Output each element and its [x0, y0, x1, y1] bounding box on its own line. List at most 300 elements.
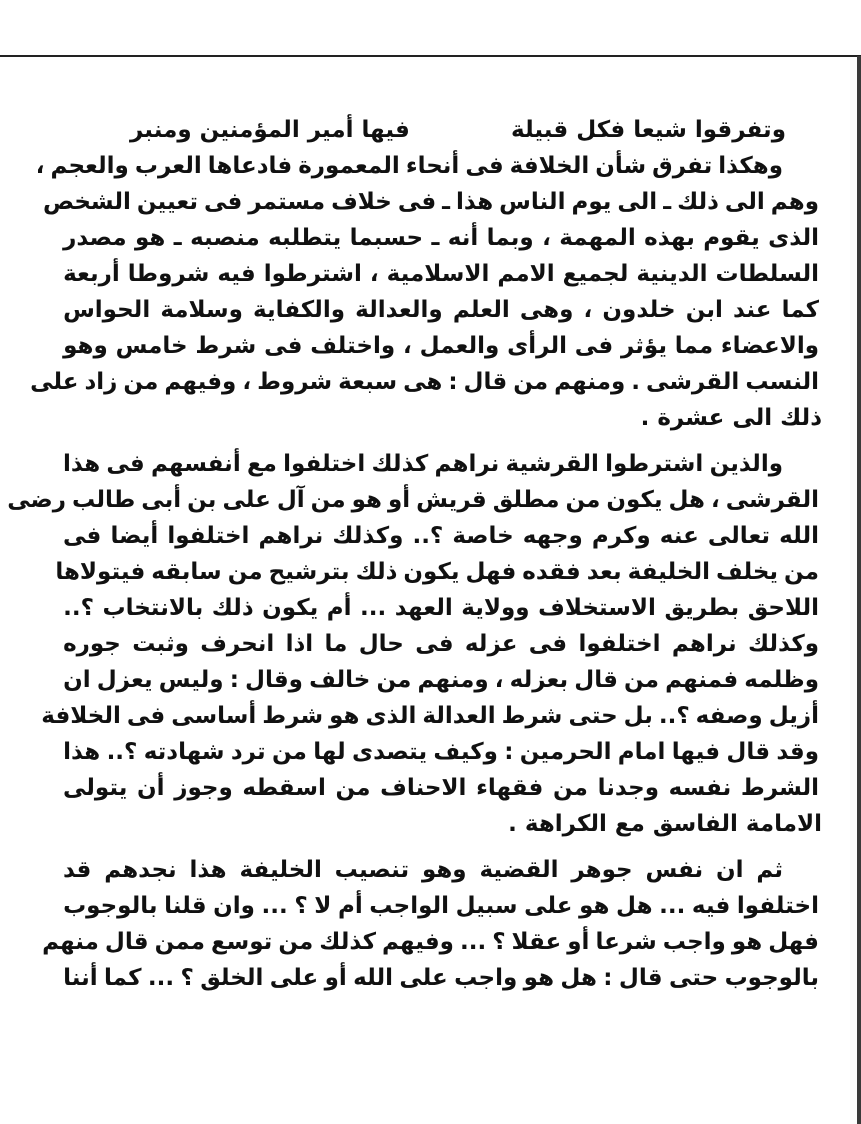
word: ، — [542, 225, 551, 251]
word: وصفه — [695, 703, 763, 729]
word: وجوز — [174, 775, 233, 801]
word: ، — [242, 369, 252, 395]
word: السلطات — [715, 261, 819, 287]
text-line — [60, 400, 822, 436]
word: بعزله — [509, 667, 569, 693]
word: طالب — [72, 487, 136, 513]
word: الى — [617, 189, 658, 215]
word: الله — [779, 523, 819, 549]
word: يكون — [262, 595, 319, 621]
word: هذا — [456, 189, 494, 215]
word: وكيف — [433, 739, 498, 765]
word: لها — [313, 739, 346, 765]
word: وسلامة — [160, 297, 243, 323]
word: ؟.. — [106, 739, 138, 765]
text-line — [60, 626, 822, 662]
word: بل — [623, 703, 653, 729]
word: شرط — [501, 703, 563, 729]
word: الاسلامية — [386, 261, 490, 287]
word: كذلك — [319, 929, 376, 955]
word: الرأى — [507, 333, 567, 359]
paragraph-lines — [7, 148, 822, 996]
word: خلاف — [331, 189, 392, 215]
word: الامم — [497, 261, 555, 287]
word: العلم — [452, 297, 510, 323]
word: الحرمين — [519, 739, 612, 765]
word: هو — [523, 965, 555, 991]
word: والذين — [709, 451, 783, 477]
word: خاصة — [452, 523, 514, 549]
word: حتى — [668, 965, 719, 991]
word: شهادته — [143, 739, 225, 765]
word: وثبت — [132, 631, 189, 657]
word: وبما — [486, 225, 534, 251]
word: وفيهم — [164, 369, 237, 395]
word: فى — [528, 631, 568, 657]
word: الواجب — [369, 893, 450, 919]
word: نراهم — [258, 523, 324, 549]
word: عنه — [659, 523, 699, 549]
word: قلنا — [164, 893, 207, 919]
word: هو — [731, 929, 763, 955]
word: العدالة — [422, 703, 496, 729]
word: وهو — [63, 333, 108, 359]
word: شروطا — [127, 261, 210, 287]
word: قال — [104, 929, 149, 955]
text-line — [60, 256, 822, 292]
poem-verse — [60, 112, 822, 148]
word: ؟ — [492, 929, 506, 955]
word: فيتولاها — [55, 559, 146, 585]
word: أساسى — [171, 703, 257, 729]
word: وهم — [770, 189, 819, 215]
word: على — [399, 965, 448, 991]
word: والكفاية — [253, 297, 345, 323]
word: وهكذا — [718, 153, 783, 179]
word: يعزل — [96, 667, 153, 693]
word: الاحناف — [380, 775, 467, 801]
word: أنحاء — [405, 153, 460, 179]
word: تعالى — [707, 523, 771, 549]
word: فى — [106, 451, 145, 477]
word: وظلمه — [744, 667, 819, 693]
word: من — [278, 929, 314, 955]
word: : — [504, 739, 514, 765]
word: على — [222, 487, 271, 513]
word: فى — [465, 153, 504, 179]
word: . — [631, 369, 641, 395]
word: تفرق — [652, 153, 713, 179]
word: حال — [358, 631, 404, 657]
word: فقده — [522, 559, 581, 585]
word: العرب — [134, 153, 202, 179]
word: نراهم — [671, 631, 737, 657]
text-line — [60, 518, 822, 554]
word: واختلف — [310, 333, 396, 359]
word: وولاية — [461, 595, 530, 621]
word: فهل — [768, 929, 819, 955]
word: أو — [387, 487, 411, 513]
word: نفس — [645, 857, 704, 883]
word: لا — [314, 893, 332, 919]
word: هذا — [63, 739, 101, 765]
word: ؟.. — [63, 595, 94, 621]
word: من — [123, 369, 159, 395]
word: فيه — [217, 261, 256, 287]
word: جوهر — [571, 857, 633, 883]
word: مصدر — [63, 225, 127, 251]
word: ، — [369, 261, 379, 287]
word: الخليفة — [239, 857, 322, 883]
word: هو — [579, 893, 610, 919]
word: فى — [264, 333, 303, 359]
word: ـ — [173, 225, 182, 251]
word: وهى — [519, 297, 574, 323]
word: فيه — [691, 893, 731, 919]
word: وان — [213, 893, 255, 919]
word: وكذلك — [747, 631, 819, 657]
word: بطريق — [664, 595, 740, 621]
text-line-content: الامامة الفاسق مع الكراهة . — [508, 811, 822, 837]
word: قريش — [416, 487, 487, 513]
word: ، — [583, 297, 593, 323]
word: : — [448, 369, 458, 395]
word: فى — [63, 523, 102, 549]
word: أن — [137, 775, 165, 801]
word: ابن — [685, 297, 723, 323]
word: أننا — [63, 965, 98, 991]
word: اختلفوا — [736, 893, 819, 919]
word: لجميع — [562, 261, 629, 287]
word: منهم — [42, 929, 99, 955]
page-edge-shadow — [857, 56, 861, 1124]
word: واجب — [662, 929, 726, 955]
word: حتى — [568, 703, 618, 729]
word: مطلق — [492, 487, 560, 513]
word: كذلك — [371, 451, 429, 477]
word: الشرط — [740, 775, 819, 801]
word: هو — [329, 703, 360, 729]
word: ذلك — [211, 595, 254, 621]
word: فى — [397, 189, 437, 215]
word: أيضا — [110, 523, 159, 549]
word: يتصدى — [352, 739, 428, 765]
word: شروط — [257, 369, 333, 395]
word: اذا — [285, 631, 314, 657]
word: ، — [35, 153, 45, 179]
word: من — [376, 667, 412, 693]
text-line — [41, 698, 822, 734]
word: والعجم — [50, 153, 129, 179]
word: الناس — [499, 189, 566, 215]
word: بالوجوب — [63, 893, 158, 919]
word: أو — [567, 929, 590, 955]
word: قال — [463, 369, 508, 395]
word: ومنهم — [417, 667, 489, 693]
word: من — [513, 369, 549, 395]
word: ، — [403, 333, 412, 359]
word: وجدنا — [597, 775, 660, 801]
word: الشخص — [42, 189, 131, 215]
word: بهذه — [644, 225, 695, 251]
word: من — [335, 775, 371, 801]
word: ذلك — [355, 559, 398, 585]
top-rule-divider — [0, 55, 861, 57]
word: الخلافة — [509, 153, 590, 179]
text-line — [60, 292, 822, 328]
word: القرشى — [646, 369, 740, 395]
word: من — [565, 487, 601, 513]
text-line — [60, 770, 822, 806]
word: ـ — [431, 225, 440, 251]
word: توسع — [210, 929, 273, 955]
word: ان — [63, 667, 91, 693]
word: اللاحق — [747, 595, 819, 621]
word: فى — [126, 703, 166, 729]
verse-second-hemistich: فيها أمير المؤمنين ومنبر — [130, 117, 410, 143]
word: ومنهم — [554, 369, 626, 395]
word: بالانتخاب — [102, 595, 204, 621]
word: هى — [403, 369, 443, 395]
word: ما — [324, 631, 348, 657]
word: وكذلك — [332, 523, 404, 549]
word: خامس — [115, 333, 188, 359]
word: فهل — [465, 559, 517, 585]
word: من — [227, 559, 263, 585]
word: أنه — [447, 225, 479, 251]
word: والعمل — [419, 333, 500, 359]
text-line — [42, 924, 822, 960]
word: عقلا — [511, 929, 562, 955]
word: زاد — [84, 369, 118, 395]
word: ... — [360, 595, 387, 621]
word: ثم — [756, 857, 783, 883]
body-text — [7, 112, 822, 996]
word: شرعا — [595, 929, 657, 955]
word: فقهاء — [476, 775, 544, 801]
word: على — [269, 965, 319, 991]
word: وليس — [158, 667, 224, 693]
word: على — [30, 369, 79, 395]
word: فى — [415, 631, 454, 657]
word: ؟.. — [658, 703, 690, 729]
word: بن — [187, 487, 217, 513]
word: فمنهم — [665, 667, 739, 693]
word: من — [784, 559, 819, 585]
word: تنصيب — [334, 857, 410, 883]
word: ـ — [663, 189, 672, 215]
word: حسبما — [349, 225, 424, 251]
word: عزله — [464, 631, 518, 657]
word: من — [310, 487, 346, 513]
word: واجب — [454, 965, 518, 991]
word: الذى — [768, 225, 819, 251]
word: رضى — [7, 487, 66, 513]
word: وكرم — [591, 523, 651, 549]
word: وهو — [421, 857, 467, 883]
word: ... — [147, 965, 175, 991]
word: يكون — [606, 487, 663, 513]
word: كما — [781, 297, 819, 323]
word: سبيل — [455, 893, 518, 919]
word: اشترطوا — [605, 451, 704, 477]
word: القضية — [479, 857, 559, 883]
word: يتطلبه — [268, 225, 342, 251]
word: هو — [351, 487, 382, 513]
word: الله — [353, 965, 393, 991]
word: أم — [326, 595, 352, 621]
word: قال — [574, 667, 618, 693]
word: وقال — [245, 667, 303, 693]
word: أو — [324, 965, 347, 991]
word: القرشية — [505, 451, 599, 477]
word: هو — [135, 225, 166, 251]
word: الخلافة — [41, 703, 121, 729]
word: ، — [710, 487, 720, 513]
word: فيها — [671, 739, 721, 765]
word: أنفسهم — [151, 451, 241, 477]
word: عند — [733, 297, 772, 323]
text-line — [60, 960, 822, 996]
text-line — [60, 852, 822, 888]
word: بترشيح — [268, 559, 350, 585]
word: ، — [494, 667, 504, 693]
word: نراهم — [434, 451, 500, 477]
word: سابقه — [151, 559, 222, 585]
word: ؟ — [180, 965, 194, 991]
word: الذى — [365, 703, 417, 729]
word: من — [552, 775, 588, 801]
word: وجهه — [522, 523, 583, 549]
word: امام — [617, 739, 666, 765]
word: نفسه — [668, 775, 732, 801]
word: يقوم — [703, 225, 760, 251]
word: الى — [724, 189, 765, 215]
word: ذلك — [677, 189, 719, 215]
word: الاستخلاف — [538, 595, 656, 621]
word: كما — [104, 965, 142, 991]
text-line — [60, 662, 822, 698]
text-line — [60, 806, 822, 842]
word: أبى — [141, 487, 182, 513]
word: يتولى — [63, 775, 128, 801]
text-line — [60, 446, 822, 482]
word: يكون — [403, 559, 460, 585]
word: وقد — [776, 739, 819, 765]
word: أربعة — [63, 261, 120, 287]
text-line — [60, 590, 822, 626]
word: ... — [459, 929, 487, 955]
text-line — [60, 888, 822, 924]
word: يخلف — [716, 559, 779, 585]
word: : — [603, 965, 613, 991]
word: ان — [715, 857, 744, 883]
word: فادعاها — [207, 153, 293, 179]
word: اختلفوا — [283, 451, 366, 477]
word: شرط — [262, 703, 324, 729]
word: بعد — [586, 559, 622, 585]
word: شرط — [195, 333, 257, 359]
word: وفيهم — [382, 929, 454, 955]
word: مما — [674, 333, 714, 359]
text-line — [60, 734, 822, 770]
word: والاعضاء — [720, 333, 819, 359]
word: أزيل — [768, 703, 819, 729]
word: انحرف — [200, 631, 275, 657]
word: جوره — [63, 631, 121, 657]
word: الدينية — [636, 261, 708, 287]
word: هذا — [189, 857, 227, 883]
word: قال — [618, 965, 663, 991]
word: الحواس — [63, 297, 151, 323]
word: العهد — [394, 595, 453, 621]
word: من — [624, 667, 659, 693]
word: اختلفوا — [167, 523, 250, 549]
word: سبعة — [338, 369, 398, 395]
text-line — [7, 482, 822, 518]
word: المعمورة — [298, 153, 400, 179]
word: ؟ — [294, 893, 308, 919]
word: شأن — [595, 153, 647, 179]
word: آل — [276, 487, 305, 513]
word: بالوجوب — [724, 965, 819, 991]
word: هل — [668, 487, 705, 513]
text-line — [60, 328, 822, 364]
text-line — [55, 554, 822, 590]
word: تعيين — [136, 189, 198, 215]
word: على — [524, 893, 573, 919]
word: فى — [203, 189, 243, 215]
word: منصبه — [190, 225, 260, 251]
word: النسب — [745, 369, 819, 395]
word: نجدهم — [104, 857, 177, 883]
word: قد — [63, 857, 92, 883]
word: ممن — [154, 929, 205, 955]
word: اشترطوا — [263, 261, 362, 287]
word: : — [229, 667, 239, 693]
word: ـ — [442, 189, 451, 215]
word: ؟.. — [412, 523, 444, 549]
word: ... — [659, 893, 686, 919]
word: خالف — [309, 667, 371, 693]
text-line-content: ذلك الى عشرة . — [640, 405, 822, 431]
word: هذا — [63, 451, 101, 477]
word: يوم — [571, 189, 612, 215]
word: الخلق — [200, 965, 264, 991]
word: مع — [246, 451, 277, 477]
text-line — [60, 220, 822, 256]
word: ... — [261, 893, 288, 919]
verse-first-hemistich: وتفرقوا شيعا فكل قبيلة — [511, 117, 786, 143]
word: القرشى — [725, 487, 819, 513]
word: من — [271, 739, 307, 765]
word: خلدون — [602, 297, 676, 323]
word: مستمر — [248, 189, 326, 215]
word: فى — [574, 333, 614, 359]
word: قال — [726, 739, 771, 765]
text-line — [35, 148, 822, 184]
word: يؤثر — [620, 333, 667, 359]
word: الخليفة — [627, 559, 711, 585]
word: هل — [616, 893, 653, 919]
word: ترد — [230, 739, 266, 765]
text-line — [42, 184, 822, 220]
word: والعدالة — [355, 297, 443, 323]
text-line — [30, 364, 822, 400]
word: اسقطه — [242, 775, 326, 801]
word: المهمة — [559, 225, 636, 251]
word: اختلفوا — [578, 631, 661, 657]
